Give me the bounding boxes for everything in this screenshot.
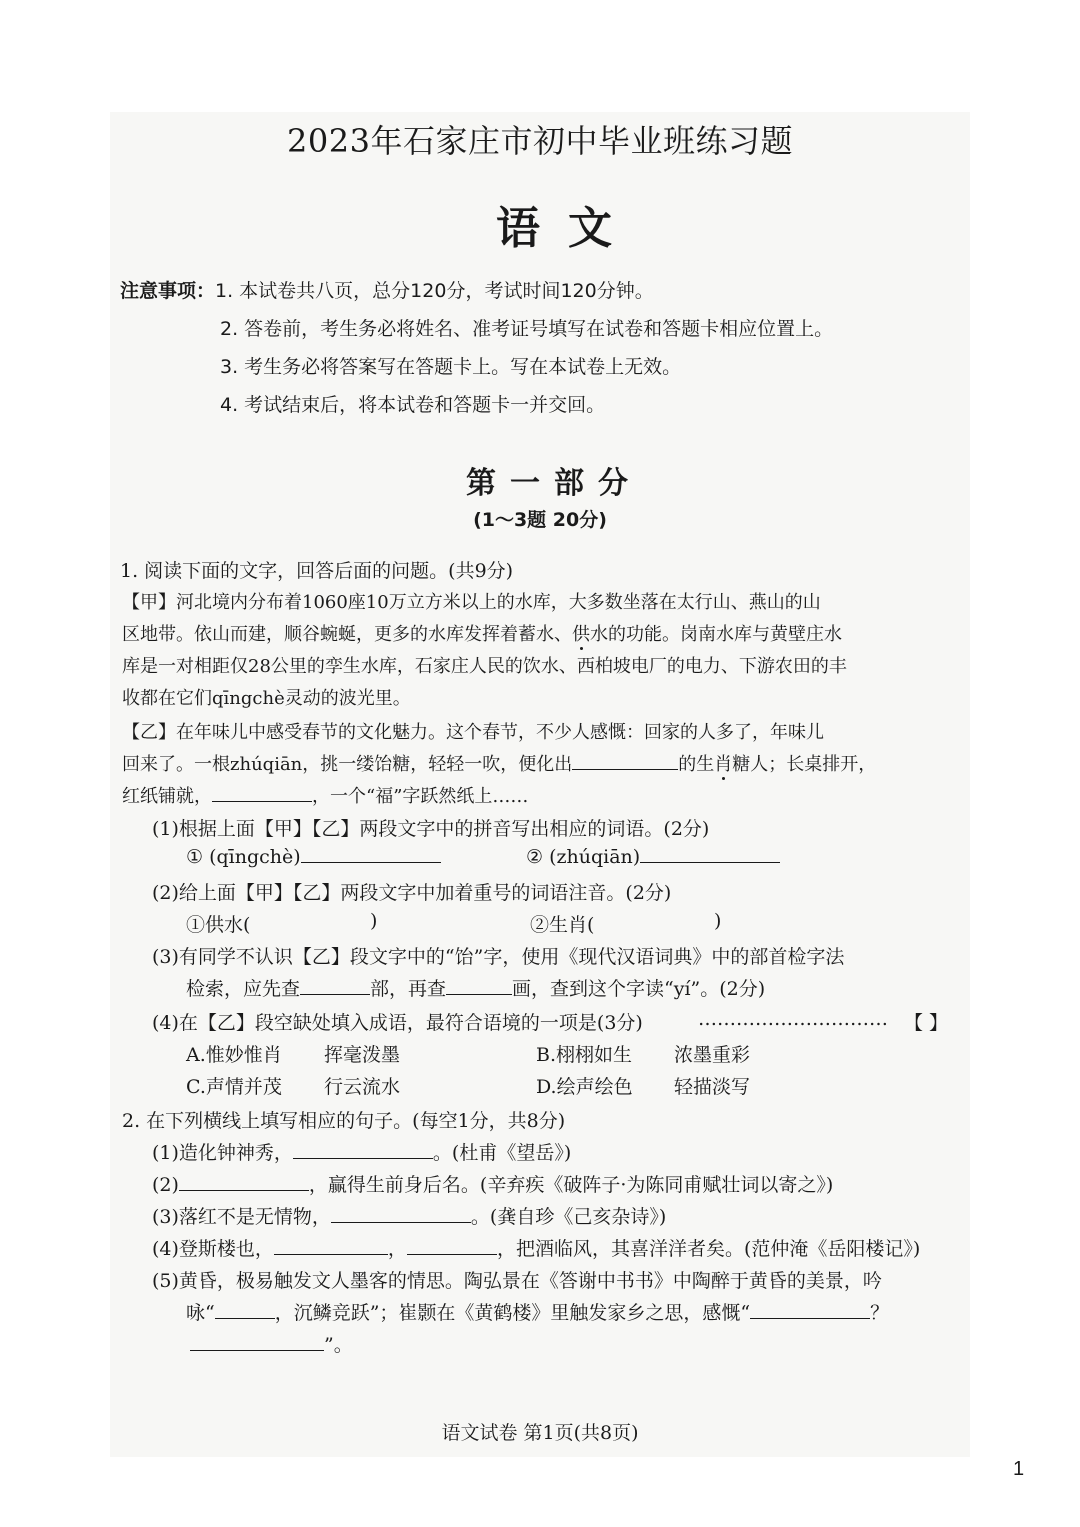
notice-item: 4. 考试结束后，将本试卷和答题卡一并交回。 xyxy=(220,394,606,416)
notice-item: 3. 考生务必将答案写在答题卡上。写在本试卷上无效。 xyxy=(220,356,682,378)
answer-blank[interactable] xyxy=(750,1317,870,1319)
q1-sub2-b: ②生肖( xyxy=(530,914,595,936)
sub-text: (2) xyxy=(152,1174,179,1196)
sub-text: (4)登斯楼也， xyxy=(152,1238,274,1260)
sub-text: ，赢得生前身后名。(辛弃疾《破阵子·为陈同甫赋壮词以寄之》) xyxy=(308,1174,834,1196)
sub-label: ① (qīngchè) xyxy=(186,846,301,868)
q2-line-2 xyxy=(152,1170,833,1197)
notice-line-1 xyxy=(120,276,654,303)
answer-blank[interactable] xyxy=(301,861,441,863)
sub-label: ② (zhúqiān) xyxy=(526,846,641,868)
exam-title: 2023年石家庄市初中毕业班练习题 xyxy=(287,122,793,160)
q2-line-5c xyxy=(190,1330,353,1357)
passage-yi-line xyxy=(122,782,528,808)
passage-text: ，一个“福”字跃然纸上…… xyxy=(312,786,529,807)
sub-text: (3)落红不是无情物， xyxy=(152,1206,331,1228)
page-footer: 语文试卷 第1页(共8页) xyxy=(441,1422,639,1444)
sub-text: (1)造化钟神秀， xyxy=(152,1142,293,1164)
sub-text: ， xyxy=(387,1238,407,1260)
sub-text: 。(杜甫《望岳》) xyxy=(432,1142,572,1164)
section-subtitle: (1～3题 20分) xyxy=(473,509,607,531)
sub-text: 部，再查 xyxy=(370,978,447,1000)
q2-line-5b xyxy=(186,1298,889,1325)
passage-text: 红纸铺就， xyxy=(122,786,212,807)
notice-item: 1. 本试卷共八页，总分120分，考试时间120分钟。 xyxy=(215,280,654,302)
answer-blank[interactable] xyxy=(331,1221,471,1223)
sub-text: 检索，应先查 xyxy=(186,978,301,1000)
q2-line-4 xyxy=(152,1234,920,1261)
sub-text: ，沉鳞竞跃”；崔颢在《黄鹤楼》里触发家乡之思，感慨“ xyxy=(274,1302,751,1324)
passage-text: 回来了。一根zhúqiān，挑一缕饴糖，轻轻一吹，便化出 xyxy=(122,754,573,775)
q2-line-1 xyxy=(152,1138,571,1165)
q1-sub3-line1: (3)有同学不认识【乙】段文字中的“饴”字，使用《现代汉语词典》中的部首检字法 xyxy=(152,946,845,968)
notice-label: 注意事项： xyxy=(120,280,216,302)
answer-blank[interactable] xyxy=(190,1349,324,1351)
sub-text: ”。 xyxy=(324,1334,353,1356)
subject-title: 语文 xyxy=(496,203,640,254)
option-a-text: 挥毫泼墨 xyxy=(324,1044,401,1066)
sub-text: 。(龚自珍《己亥杂诗》) xyxy=(470,1206,667,1228)
answer-blank[interactable] xyxy=(407,1253,497,1255)
q2-line-5: (5)黄昏，极易触发文人墨客的情思。陶弘景在《答谢中书书》中陶醉于黄昏的美景，吟 xyxy=(152,1270,882,1292)
fill-blank[interactable] xyxy=(212,800,312,802)
option-b[interactable]: B.栩栩如生 xyxy=(536,1044,633,1066)
q2-line-3 xyxy=(152,1202,666,1229)
option-c[interactable]: C.声情并茂 xyxy=(186,1076,282,1098)
q1-stem: 1. 阅读下面的文字，回答后面的问题。(共9分) xyxy=(120,560,514,582)
option-a[interactable]: A.惟妙惟肖 xyxy=(186,1044,282,1066)
sub-text: 画，查到这个字读“yí”。(2分) xyxy=(512,978,766,1000)
answer-bracket[interactable]: 【 】 xyxy=(904,1012,949,1034)
passage-jia-line: 库是一对相距仅28公里的孪生水库，石家庄人民的饮水、西柏坡电厂的电力、下游农田的丰 xyxy=(122,656,847,677)
passage-jia-line: 收都在它们qīngchè灵动的波光里。 xyxy=(122,688,411,709)
section-title: 第一部分 xyxy=(466,466,642,501)
answer-blank[interactable] xyxy=(446,993,512,995)
sub-text: ？ xyxy=(870,1302,890,1324)
option-b-text: 浓墨重彩 xyxy=(674,1044,751,1066)
q2-stem: 2. 在下列横线上填写相应的句子。(每空1分，共8分) xyxy=(122,1110,566,1132)
passage-jia-line: 【甲】河北境内分布着1060座10万立方米以上的水库，大多数坐落在太行山、燕山的山 xyxy=(122,592,821,613)
notice-item: 2. 答卷前，考生务必将姓名、准考证号填写在试卷和答题卡相应位置上。 xyxy=(220,318,834,340)
q1-sub2: (2)给上面【甲】【乙】两段文字中加着重号的词语注音。(2分) xyxy=(152,882,672,904)
passage-text: 水的功能。岗南水库与黄壁庄水 xyxy=(590,624,842,645)
bracket-close: ) xyxy=(714,910,722,932)
passage-text: 的生 xyxy=(678,754,715,775)
passage-yi-line xyxy=(122,750,876,776)
q1-sub1: (1)根据上面【甲】【乙】两段文字中的拼音写出相应的词语。(2分) xyxy=(152,818,710,840)
page-number: 1 xyxy=(1013,1458,1025,1480)
option-d-text: 轻描淡写 xyxy=(674,1076,751,1098)
bracket-close: ) xyxy=(370,910,378,932)
q1-sub4: (4)在【乙】段空缺处填入成语，最符合语境的一项是(3分) xyxy=(152,1012,643,1034)
sub-text: ，把酒临风，其喜洋洋者矣。(范仲淹《岳阳楼记》) xyxy=(496,1238,921,1260)
answer-blank[interactable] xyxy=(274,1253,388,1255)
sub-text: 咏“ xyxy=(186,1302,215,1324)
passage-jia-line xyxy=(122,620,842,646)
leader-dots: ………………………… xyxy=(698,1008,888,1030)
passage-yi-line: 【乙】在年味儿中感受春节的文化魅力。这个春节，不少人感慨：回家的人多了，年味儿 xyxy=(122,722,824,743)
answer-blank[interactable] xyxy=(640,861,780,863)
q1-sub2-a: ①供水( xyxy=(186,914,251,936)
passage-text: 糖人；长桌排开， xyxy=(732,754,877,775)
answer-blank[interactable] xyxy=(293,1157,433,1159)
answer-blank[interactable] xyxy=(179,1189,309,1191)
answer-blank[interactable] xyxy=(300,993,370,995)
emphasis-char: 肖 xyxy=(714,754,733,775)
option-d[interactable]: D.绘声绘色 xyxy=(536,1076,633,1098)
emphasis-char: 供 xyxy=(572,624,590,645)
option-c-text: 行云流水 xyxy=(324,1076,401,1098)
q1-sub1-b xyxy=(526,846,780,868)
answer-blank[interactable] xyxy=(215,1317,275,1319)
q1-sub1-a xyxy=(186,846,441,868)
fill-blank[interactable] xyxy=(572,768,678,770)
passage-text: 区地带。依山而建，顺谷蜿蜒，更多的水库发挥着蓄水、 xyxy=(122,624,572,645)
q1-sub3-line2 xyxy=(186,974,765,1001)
